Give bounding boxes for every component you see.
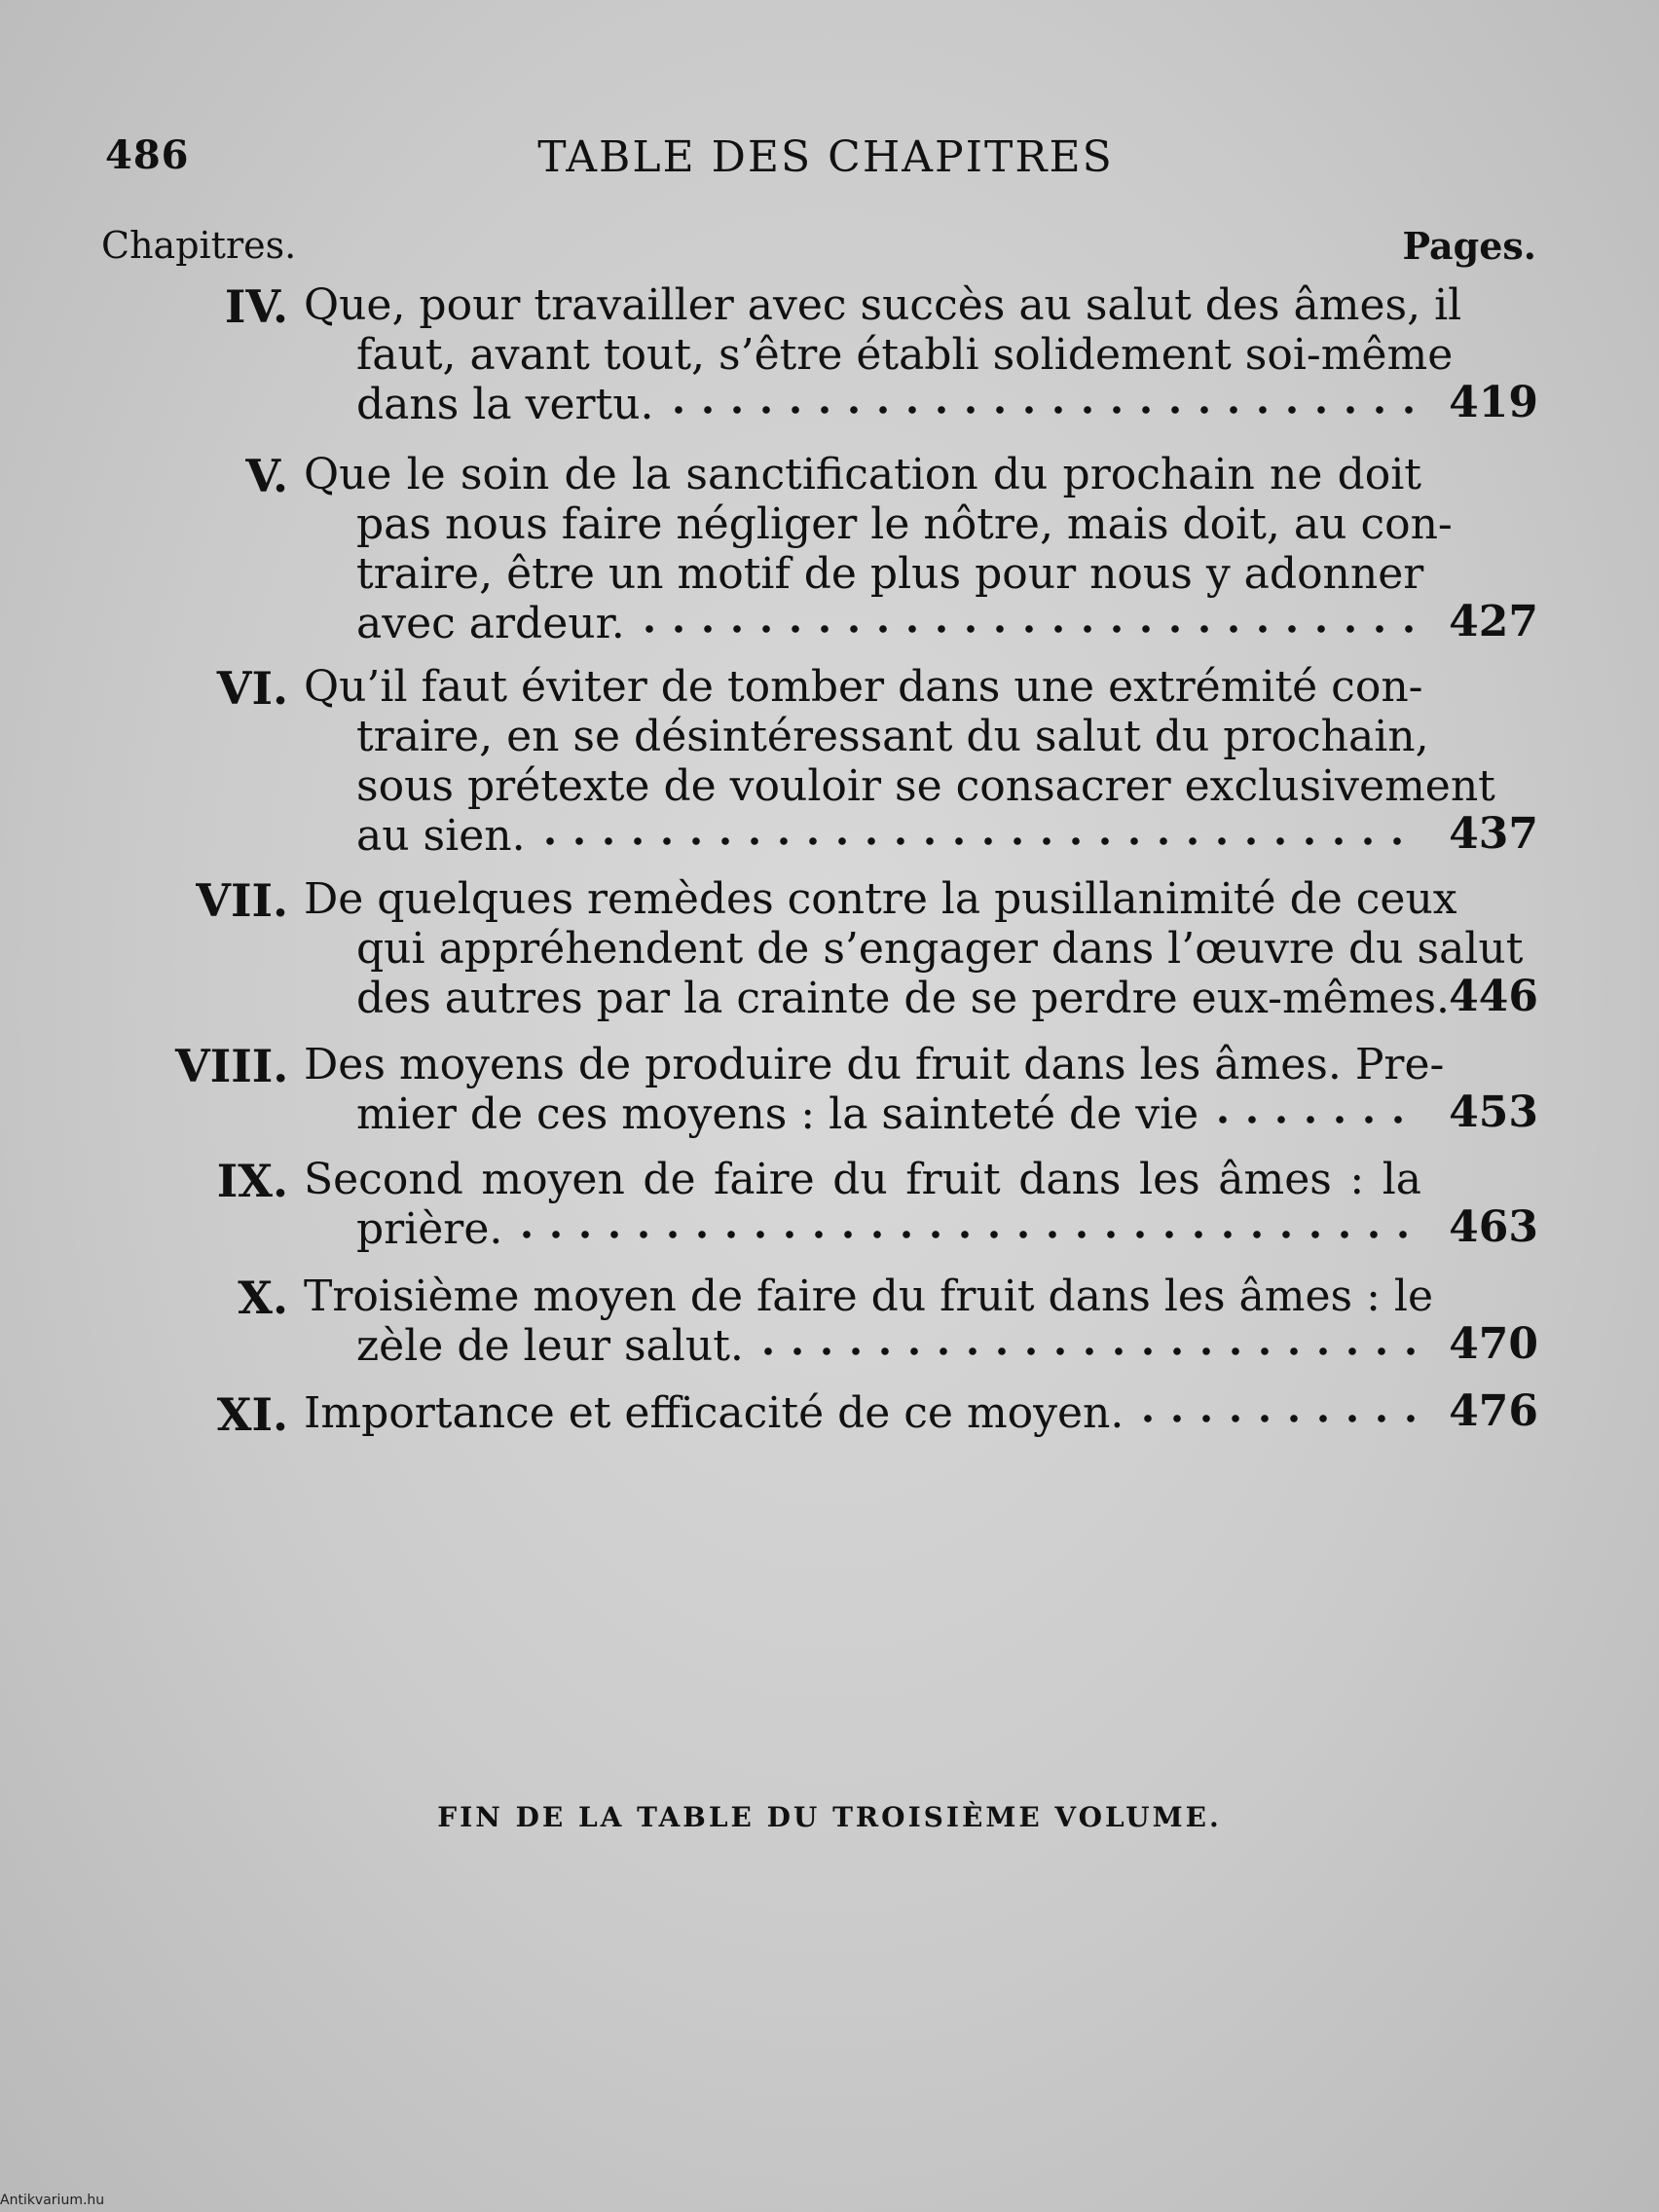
toc-entry [175,450,1538,648]
chapter-title-text: Troisième moyen de faire du fruit dans les âmes : le [304,1272,1434,1321]
dot-leader [635,623,1421,635]
chapter-title-text: mier de ces moyens : la sainteté de vie [356,1089,1199,1139]
chapter-numeral: VII. [196,874,288,927]
page-reference: 446 [1449,972,1538,1021]
dot-leader [664,404,1421,416]
chapter-title-text: qui appréhendent de s’engager dans l’œuvre du salut [356,924,1524,974]
chapter-numeral: VI. [216,662,288,715]
chapter-title-line [304,1040,1445,1089]
chapter-title-line [304,280,1462,330]
chapter-title-line [308,974,1451,1023]
chapter-title-line [308,1204,1421,1254]
toc-entry [175,1272,1538,1371]
chapter-title-text: De quelques remèdes contre la pusillanimité de ceux [304,874,1457,924]
chapter-title [304,1040,1445,1139]
chapter-title-text: sous prétexte de vouloir se consacrer exclusivement [356,761,1495,811]
page-header [105,127,1546,195]
pages-heading: Pages. [1402,224,1536,268]
dot-leader [754,1346,1421,1357]
chapter-title-line [308,380,1421,429]
chapter-title [304,450,1453,648]
chapter-numeral: X. [238,1272,288,1324]
chapter-title-line [304,662,1421,712]
chapter-title-text: zèle de leur salut. [356,1321,744,1371]
chapter-title-line [304,1272,1434,1321]
chapter-title-line [308,330,1454,380]
dot-leader [535,835,1421,847]
chapter-title-line [308,811,1421,861]
chapter-title-line [308,549,1424,599]
chapter-title-text: faut, avant tout, s’être établi solidement soi-même [356,330,1454,380]
chapter-title-text: traire, en se désintéressant du salut du prochain, [356,712,1429,761]
chapter-numeral: V. [245,450,288,502]
chapter-title-line [308,499,1453,549]
column-headings [101,224,1536,275]
chapter-title-line [304,1388,1421,1438]
dot-leader [1208,1114,1421,1125]
chapter-title-text: pas nous faire négliger le nôtre, mais doit, au con- [356,499,1453,549]
toc-entry [175,874,1538,1023]
page-reference: 427 [1449,597,1538,646]
chapter-title-line [304,1155,1421,1204]
source-watermark: Antikvarium.hu [0,2193,105,2208]
page-reference: 453 [1449,1088,1538,1137]
chapter-title [304,1388,1421,1438]
toc-entry [175,280,1538,429]
chapter-title-text: dans la vertu. [356,380,654,429]
chapter-title-line [308,761,1495,811]
page-reference: 437 [1449,809,1538,859]
toc-entry [175,1155,1538,1254]
chapter-title [304,280,1462,429]
end-of-table-note: FIN DE LA TABLE DU TROISIÈME VOLUME. [437,1801,1222,1833]
chapter-title-text: au sien. [356,811,526,861]
chapter-numeral: IV. [224,280,288,333]
chapter-title-line [308,1089,1421,1139]
page-title: TABLE DES CHAPITRES [537,132,1114,182]
chapter-title-text: Que, pour travailler avec succès au salut des âmes, il [304,280,1462,330]
chapter-title-text: traire, être un motif de plus pour nous y adonner [356,549,1424,599]
toc-entry [175,662,1538,861]
chapter-numeral: IX. [216,1155,288,1207]
toc-entry [175,1386,1538,1441]
page-reference: 476 [1449,1386,1538,1436]
chapter-title-text: avec ardeur. [356,599,625,648]
chapter-title-text: Second moyen de faire du fruit dans les âmes : la [304,1155,1421,1204]
toc-entry [175,1040,1538,1139]
chapter-title-line [308,924,1524,974]
page-reference: 419 [1449,378,1538,427]
dot-leader [1133,1413,1421,1424]
chapter-title [304,1272,1434,1371]
page-reference: 463 [1449,1202,1538,1252]
chapter-title [304,1155,1421,1254]
dot-leader [512,1229,1421,1240]
chapter-title-text: des autres par la crainte de se perdre eux-mêmes. [356,974,1451,1023]
chapter-numeral: XI. [216,1388,288,1441]
chapter-title-line [308,712,1429,761]
chapter-title-line [308,1321,1421,1371]
page-reference: 470 [1449,1319,1538,1369]
chapter-title-line [304,450,1421,499]
chapter-title-text: Que le soin de la sanctification du prochain ne doit [304,450,1421,499]
chapter-title-text: Importance et efficacité de ce moyen. [304,1388,1124,1438]
page-number: 486 [105,132,190,178]
chapters-heading: Chapitres. [101,224,297,267]
chapter-title-text: Qu’il faut éviter de tomber dans une extrémité con- [304,662,1423,712]
chapter-title-text: Des moyens de produire du fruit dans les âmes. Pre- [304,1040,1445,1089]
chapter-title-text: prière. [356,1204,503,1254]
chapter-title-line [308,599,1421,648]
chapter-numeral: VIII. [175,1040,289,1092]
chapter-title-line [304,874,1457,924]
